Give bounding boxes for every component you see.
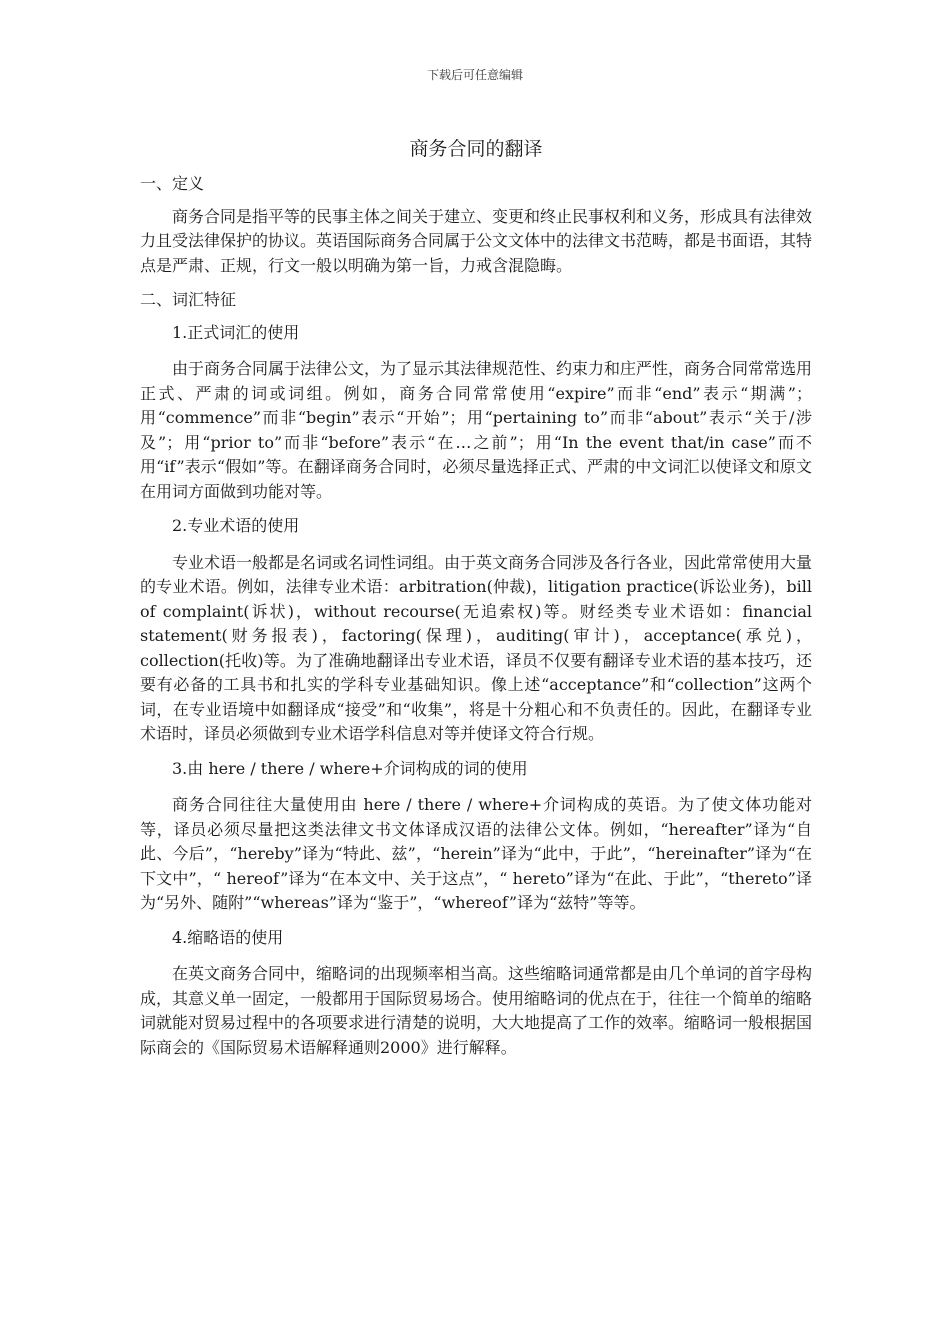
paragraph-terminology: 专业术语一般都是名词或名词性词组。由于英文商务合同涉及各行各业，因此常常使用大量的专业术语。例如，法律专业术语：arbitration(仲裁)，litigation practice(诉讼业务)，bill of complaint(诉状)，without recourse(无追索权)等。财经类专业术语如：financial statement(财务报表)，factoring(保理)，auditing(审计)，acceptance(承兑)，collection(托收)等。为了准确地翻译出专业术语，译员不仅要有翻译专业术语的基本技巧，还要有必备的工具书和扎实的学科专业基础知识。像上述“acceptance”和“collection”这两个词，在专业语境中如翻译成“接受”和“收集”，将是十分粗心和不负责任的。因此，在翻译专业术语时，译员必须做到专业术语学科信息对等并使译文符合行规。 <box>140 552 813 743</box>
document-body <box>140 136 812 1070</box>
document-title: 商务合同的翻译 <box>409 138 543 160</box>
section-heading-vocabulary: 二、词汇特征 <box>140 290 237 309</box>
paragraph-abbreviations: 在英文商务合同中，缩略词的出现频率相当高。这些缩略词通常都是由几个单词的首字母构成，其意义单一固定，一般都用于国际贸易场合。使用缩略词的优点在于，往往一个简单的缩略词就能对贸易过程中的各项要求进行清楚的说明，大大地提高了工作的效率。缩略词一般根据国际商会的《国际贸易术语解释通则2000》进行解释。 <box>140 964 813 1057</box>
subheading-abbreviations: 4.缩略语的使用 <box>172 927 284 947</box>
paragraph-definition: 商务合同是指平等的民事主体之间关于建立、变更和终止民事权利和义务，形成具有法律效力且受法律保护的协议。英语国际商务合同属于公文文体中的法律文书范畴，都是书面语，其特点是严肃、正规，行文一般以明确为第一旨，力戒含混隐晦。 <box>140 206 813 275</box>
subheading-here-there-where: 3.由 here / there / where+介词构成的词的使用 <box>172 758 528 778</box>
section-heading-definition: 一、定义 <box>140 174 205 193</box>
paragraph-formal-words: 由于商务合同属于法律公文，为了显示其法律规范性、约束力和庄严性，商务合同常常选用正式、严肃的词或词组。例如，商务合同常常使用“expire”而非“end”表示“期满”；用“commence”而非“begin”表示“开始”；用“pertaining to”而非“about”表示“关于/涉及”；用“prior to”而非“before”表示“在…之前”；用“In the event that/in case”而不用“if”表示“假如”等。在翻译商务合同时，必须尽量选择正式、严肃的中文词汇以使译文和原文在用词方面做到功能对等。 <box>140 359 813 501</box>
page-header-note: 下载后可任意编辑 <box>426 68 523 82</box>
subheading-terminology: 2.专业术语的使用 <box>172 516 300 535</box>
subheading-formal-words: 1.正式词汇的使用 <box>172 322 300 342</box>
paragraph-here-there-where: 商务合同往往大量使用由 here / there / where+介词构成的英语。为了使文体功能对等，译员必须尽量把这类法律文书文体译成汉语的法律公文体。例如，“hereafter”译为“自此、今后”，“hereby”译为“特此、兹”，“herein”译为“此中，于此”，“hereinafter”译为“在下文中”，“ hereof”译为“在本文中、关于这点”，“ hereto”译为“在此、于此”，“thereto”译为“另外、随附”“whereas”译为“鉴于”，“whereof”译为“兹特”等等。 <box>140 795 812 912</box>
